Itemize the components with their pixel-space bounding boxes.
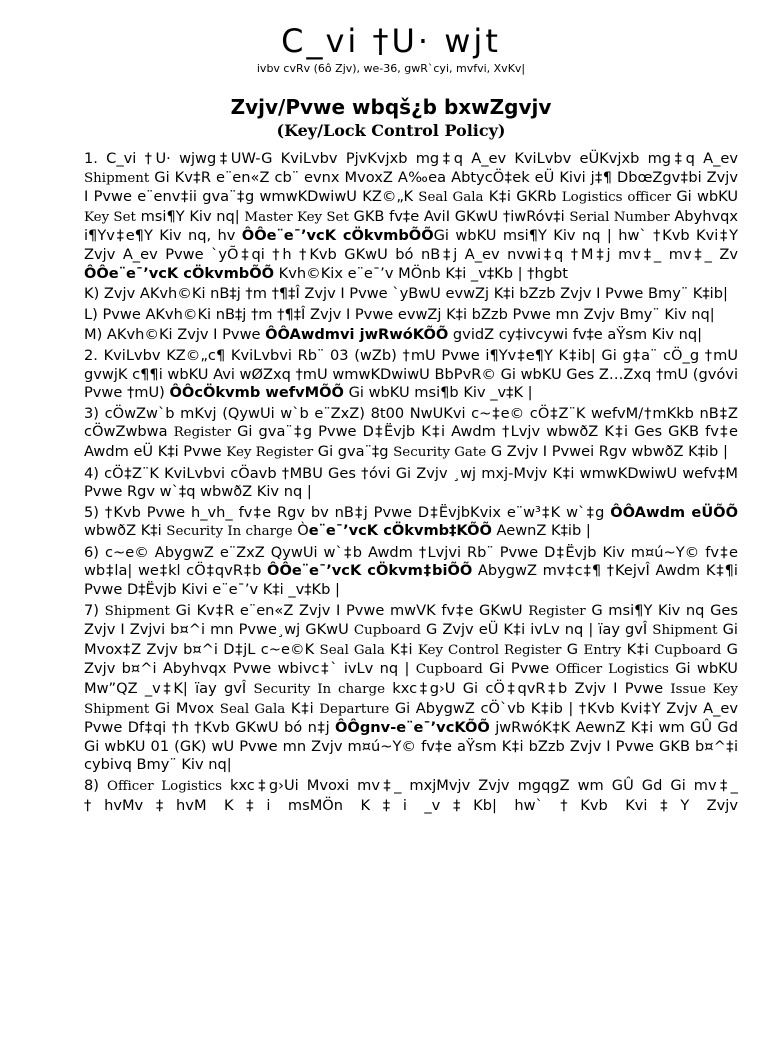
text-run: gvidZ cy‡ivcywi fv‡e aŸsm Kiv nq|: [448, 326, 703, 344]
english-text-run: Register: [173, 425, 232, 441]
bold-text-run: ÔÔe¨e¯’vcK cÖkvmbÕÕ: [241, 227, 434, 245]
english-text-run: Key Control Register: [417, 642, 562, 658]
english-text-run: Seal Gala: [219, 701, 286, 717]
text-run: K) Zvjv AKvh©Ki nB‡j †m †¶‡Î Zvjv I Pvwe `yBwU evwZj K‡i bZzb Zvjv I Pvwe Bmy¨ K‡ib|: [84, 285, 728, 303]
policy-body: [84, 150, 738, 815]
text-run: Kvh©Kix e¨e¯’v MÖnb K‡i _v‡Kb | †hgbt: [274, 264, 568, 282]
paragraph-4: [84, 465, 738, 502]
text-run: kxc‡g›Ui Mvoxi mv‡_ mxjMvjv Zvjv mgqgZ wm GÛ Gd Gi mv‡_ †hvMv‡hvM K‡i msMÖn K‡i _v‡Kb| hw` †Kvb Kvi‡Y Zvjv: [84, 777, 738, 814]
english-text-run: Security Gate: [393, 444, 487, 460]
english-text-run: Seal Gala: [418, 190, 484, 206]
text-run: AbygwZ mv‡c‡¶ †KejvÎ Awdm K‡¶i Pvwe D‡Ëvjb Kivi e¨e¯’v K‡i _v‡Kb |: [84, 562, 738, 599]
text-run: Gi gva¨‡g: [313, 442, 394, 460]
text-run: 5) †Kvb Pvwe h_vh_ fv‡e Rgv bv nB‡j Pvwe D‡ËvjbKvix e¨w³‡K w`‡g: [84, 503, 611, 521]
bold-text-run: ÔÔAwdmvi jwRwóKÕÕ: [265, 326, 449, 344]
bold-text-run: ÔÔAwdm eÜÕÕ: [610, 503, 738, 521]
text-run: G Zvjv I Pvwei Rgv wbwðZ K‡ib |: [486, 442, 728, 460]
text-run: K‡i: [621, 640, 655, 658]
text-run: 2. KviLvbv KZ©„c¶ KviLvbvi Rb¨ 03 (wZb) †mU Pvwe i¶Yv‡e¶Y K‡ib| Gi g‡a¨ cÖ_g †mU gvwjK c¶¶i wbKU Avi wØZxq †mU wmwKDwiwU BbPvR© Gi wbKU Ges Z…Zxq †mU (gvóvi Pvwe †mU): [84, 346, 738, 402]
company-address: ivbv cvRv (6ô Zjv), we-36, gwR`cyi, mvfvi, XvKv|: [256, 62, 526, 75]
text-run: Gi Mvox: [149, 699, 220, 717]
text-run: Gi AbygwZ cÖ`vb K‡ib | †Kvb Kvi‡Y Zvjv A_ev Pvwe Df‡qi †h †Kvb GKwU bó n‡j: [84, 699, 739, 737]
english-text-run: Issue Key Shipment: [84, 682, 738, 717]
english-text-run: Cupboard: [415, 662, 483, 678]
text-run: G: [561, 640, 584, 658]
text-run: Gi Kv‡R e¨en«Z Zvjv I Pvwe mwVK fv‡e GKwU: [169, 601, 529, 619]
text-run: msi¶Y Kiv nq|: [135, 207, 245, 225]
bold-text-run: ÔÔgnv-e¨e¯’vcKÕÕ: [335, 719, 490, 737]
paragraph-1k: [84, 285, 738, 304]
text-run: 3) cÖwZw`b mKvj (QywUi w`b e¨ZxZ) 8t00 NwUKvi c~‡e© cÖ‡Z¨K wefvM/†mKkb nB‡Z cÖwZwbwa: [84, 404, 738, 441]
text-run: 8): [84, 777, 107, 794]
text-run: 6) c~e© AbygwZ e¨ZxZ QywUi w`‡b Awdm †Lvjvi Rb¨ Pvwe D‡Ëvjb Kiv m¤ú~Y© fv‡e wb‡la| we‡kl cÖ‡qvR‡b: [84, 543, 738, 580]
text-run: Abyhvqx i¶Yv‡e¶Y Kiv nq, hv: [84, 207, 738, 245]
english-text-run: Logistics officer: [561, 190, 672, 206]
text-run: Gi Kv‡R e¨en«Z cb¨ evnx MvoxZ A‰ea AbtycÖ‡ek eÜ Kivi j‡¶ DbœZgv‡bi Zvjv I Pvwe e¨env‡ii gva¨‡g wmwKDwiwU KZ©„K: [84, 168, 738, 206]
paragraph-2: [84, 347, 738, 403]
english-text-run: Officer Logistics: [107, 779, 222, 794]
text-run: Gi gva¨‡g Pvwe D‡Ëvjb K‡i Awdm †Lvjv wbwðZ K‡i Ges GKB fv‡e Awdm eÜ K‡i Pvwe: [84, 423, 738, 460]
english-text-run: Shipment: [652, 623, 718, 639]
document-page: [0, 20, 768, 1044]
english-text-run: Cupboard: [654, 642, 722, 658]
text-run: kxc‡g›U Gi cÖ‡qvR‡b Zvjv I Pvwe: [385, 680, 671, 698]
text-run: G Zvjv b¤^i Abyhvqx Pvwe wbivc‡` ivLv nq |: [84, 640, 738, 678]
text-run: Gi Pvwe: [482, 660, 556, 678]
text-run: Ò: [292, 522, 309, 540]
text-run: K‡i GKRb: [483, 188, 562, 206]
text-run: Gi wbKU msi¶Y Kiv nq | hw` †Kvb Kvi‡Y Zvjv A_ev Pvwe `yÕ‡qi †h †Kvb GKwU bó nB‡j A_ev nvwi‡q †M‡j mv‡_ mv‡_ Zv: [84, 227, 738, 263]
text-run: 1. C_vi †U· wjwg‡UW-G KviLvbv PjvKvjxb mg‡q A_ev KviLvbv eÜKvjxb mg‡q A_ev: [84, 150, 738, 167]
text-run: 7): [84, 601, 105, 619]
english-text-run: Departure: [319, 701, 390, 717]
paragraph-1l: [84, 306, 738, 325]
paragraph-6: [84, 544, 738, 600]
english-text-run: Key Set: [84, 209, 136, 225]
text-run: wbwðZ K‡i: [84, 522, 167, 540]
company-title: C_vi †U· wjt: [281, 22, 501, 60]
text-run: L) Pvwe AKvh©Ki nB‡j †m †¶‡Î Zvjv I Pvwe evwZj K‡i bZzb Pvwe mn Zvjv Bmy¨ Kiv nq|: [84, 305, 715, 323]
english-text-run: Master Key Set: [244, 209, 349, 225]
english-text-run: Register: [528, 603, 586, 619]
paragraph-1m: [84, 326, 738, 345]
bold-text-run: e¨e¯’vcK cÖkvmb‡KÕÕ: [308, 522, 492, 540]
text-run: 4) cÖ‡Z¨K KviLvbvi cÖavb †MBU Ges †óvi Gi Zvjv ¸wj mxj-Mvjv K‡i wmwKDwiwU wefv‡M Pvwe Rgv w`‡q wbwðZ Kiv nq |: [84, 464, 738, 501]
bold-text-run: ÔÔe¨e¯’vcK cÖkvmbÕÕ: [84, 264, 275, 282]
english-text-run: Shipment: [104, 603, 170, 619]
paragraph-3: [84, 405, 738, 463]
english-text-run: Serial Number: [569, 209, 670, 225]
text-run: Gi wbKU Mw”QZ _v‡K| ïay gvÎ: [84, 660, 738, 698]
policy-subheading: (Key/Lock Control Policy): [276, 121, 506, 140]
bold-text-run: ÔÔcÖkvmb wefvMÕÕ: [169, 384, 344, 402]
english-text-run: Shipment: [84, 170, 150, 186]
text-run: K‡i: [285, 699, 320, 717]
text-run: Gi wbKU msi¶b Kiv _v‡K |: [343, 384, 533, 402]
text-run: G Zvjv eÜ K‡i ivLv nq | ïay gvÎ: [420, 621, 653, 639]
text-run: K‡i: [384, 640, 418, 658]
text-run: AewnZ K‡ib |: [491, 522, 591, 540]
english-text-run: Cupboard: [353, 623, 421, 639]
english-text-run: Officer Logistics: [555, 662, 669, 678]
bold-text-run: ÔÔe¨e¯’vcK cÖkvm‡biÕÕ: [267, 562, 473, 580]
text-run: G msi¶Y Kiv nq Ges Zvjv I Zvjvi b¤^i mn Pvwe¸wj GKwU: [84, 601, 738, 639]
english-text-run: Seal Gala: [319, 642, 385, 658]
text-run: Gi Mvox‡Z Zvjv b¤^i D‡jL c~e©K: [84, 621, 738, 658]
english-text-run: Security In charge: [166, 524, 293, 540]
paragraph-8: [84, 777, 738, 815]
english-text-run: Security In charge: [253, 682, 386, 698]
paragraph-5: [84, 504, 738, 542]
text-run: GKB fv‡e AviI GKwU †iwRóv‡i: [348, 207, 570, 225]
text-run: jwRwóK‡K AewnZ K‡i wm GÛ Gd Gi wbKU 01 (GK) wU Pvwe mn Zvjv m¤ú~Y© fv‡e aŸsm K‡i bZzb Zvjv I Pvwe GKB b¤^‡i cybivq Bmy¨ Kiv nq|: [84, 719, 738, 774]
text-run: Gi wbKU: [671, 188, 739, 206]
paragraph-7: [84, 602, 738, 775]
english-text-run: Entry: [583, 642, 622, 658]
text-run: M) AKvh©Ki Zvjv I Pvwe: [84, 326, 266, 344]
policy-heading: Zvjv/Pvwe wbqš¿b bxwZgvjv: [230, 95, 552, 119]
english-text-run: Key Register: [226, 444, 314, 460]
paragraph-1: [84, 150, 738, 283]
